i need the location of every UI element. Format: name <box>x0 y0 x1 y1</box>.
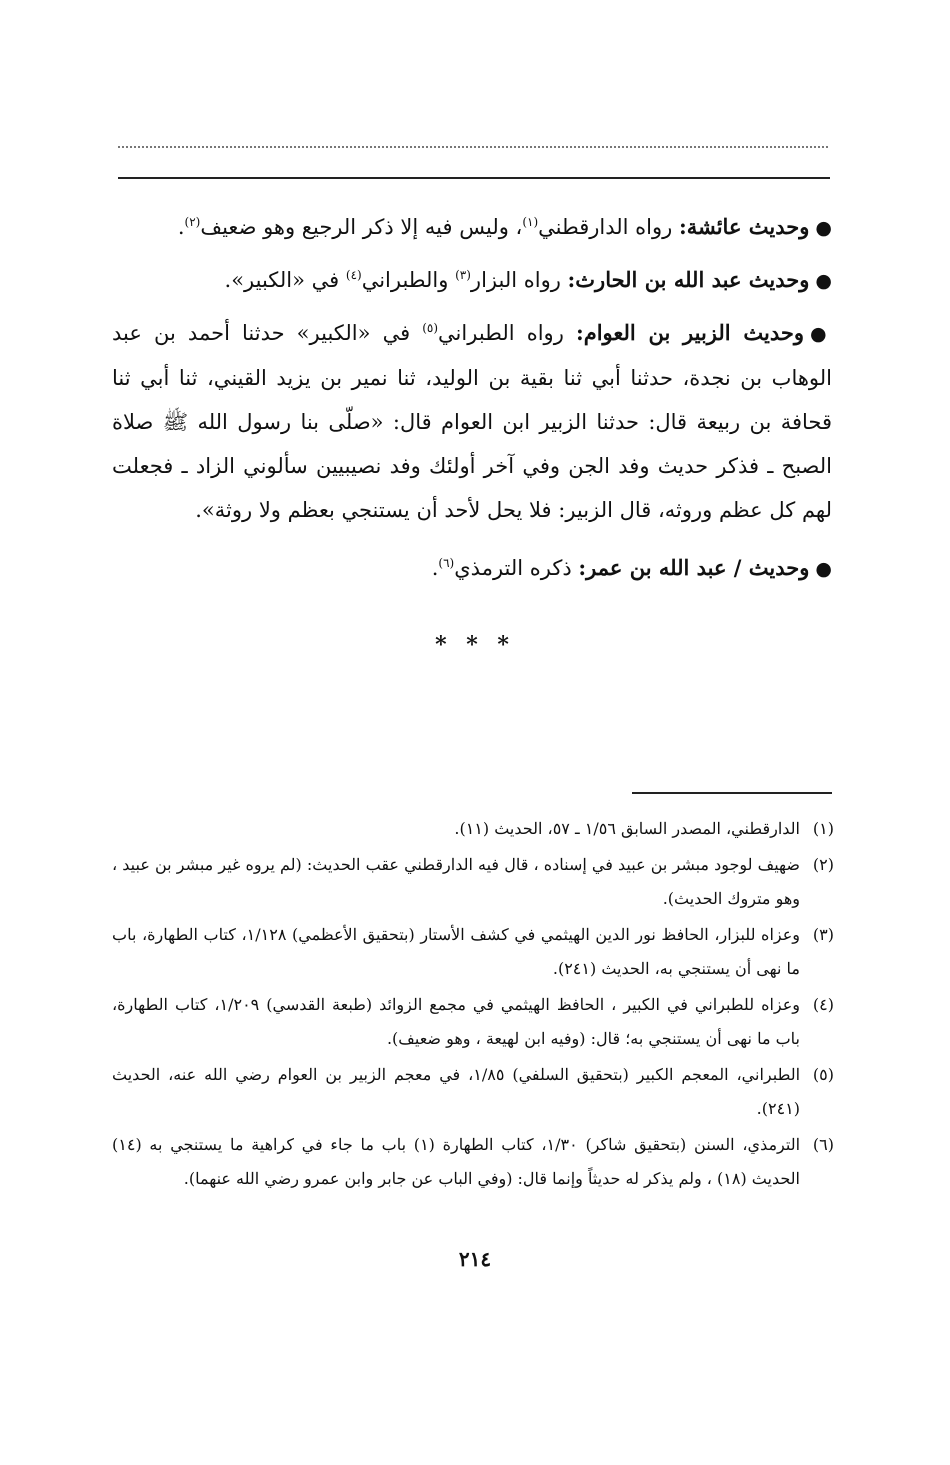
paragraph-text: في «الكبير». <box>224 268 346 292</box>
footnote-text: الترمذي، السنن (بتحقيق شاكر) ١/٣٠، كتاب الطهارة (١) باب ما جاء في كراهية ما يستنجي به (١٤) الحديث (١٨) ، ولم يذكر له حديثاً وإنما قال: (وفي الباب عن جابر وابن عمرو رضي الله عنهما). <box>112 1135 801 1188</box>
footnote-text: الطبراني، المعجم الكبير (بتحقيق السلفي) ١/٨٥، في معجم الزبير بن العوام رضي الله عنه، الحديث (٢٤١). <box>112 1065 801 1118</box>
bullet-icon: ● <box>815 217 832 239</box>
footnote-ref: (٥) <box>422 321 439 335</box>
header-rule <box>118 177 830 179</box>
footnote-text: ضهيف لوجود مبشر بن عبيد في إسناده ، قال فيه الدارقطني عقب الحديث: (لم يروه غير مبشر بن عبيد ، وهو متروك الحديث). <box>112 855 800 908</box>
paragraph-text: ذكره الترمذي <box>454 556 579 580</box>
footnote-item <box>112 1058 834 1126</box>
paragraph-lead: وحديث عائشة: <box>678 214 810 239</box>
footnote-item <box>112 988 834 1056</box>
paragraph-text: ، وليس فيه إلا ذكر الرجيع وهو ضعيف <box>200 215 523 239</box>
header-dotted-rule <box>118 146 828 148</box>
paragraph-text: . <box>177 215 185 239</box>
paragraph-aisha <box>112 205 832 250</box>
footnote-item <box>112 812 834 846</box>
paragraph-text: رواه البزار <box>470 268 568 292</box>
bullet-icon: ● <box>815 270 832 292</box>
footnote-ref: (٦) <box>438 556 455 570</box>
footnote-number: (٣) <box>812 925 834 944</box>
paragraph-lead: وحديث عبد الله بن الحارث: <box>567 267 810 292</box>
footnote-item <box>112 1128 834 1196</box>
footnote-ref: (٢) <box>184 215 201 229</box>
footnote-rule <box>632 792 832 794</box>
paragraph-text: والطبراني <box>361 268 456 292</box>
footnote-ref: (١) <box>522 215 539 229</box>
paragraph-text: رواه الطبراني <box>438 321 576 345</box>
paragraph-lead: وحديث الزبير بن العوام: <box>575 320 804 345</box>
page-number: ٢١٤ <box>458 1247 492 1271</box>
footnote-number: (٤) <box>812 995 834 1014</box>
paragraph-text: رواه الدارقطني <box>538 215 679 239</box>
footnotes <box>112 812 834 1198</box>
footnote-number: (٢) <box>812 855 834 874</box>
footnote-number: (١) <box>812 819 834 838</box>
paragraph-lead: وحديث / عبد الله بن عمر: <box>578 555 810 580</box>
footnote-number: (٦) <box>812 1135 834 1154</box>
footnote-item <box>112 848 834 916</box>
paragraph-text: في «الكبير» حدثنا أحمد بن عبد الوهاب بن نجدة، حدثنا أبي ثنا بقية بن الوليد، ثنا نمير بن يزيد القيني، ثنا أبي ثنا قحافة بن ربيعة قال: حدثنا الزبير ابن العوام قال: «صلّى بنا رسول الله ﷺ صلاة الصبح ـ فذكر حديث وفد الجن وفي آخر أولئك وفد نصيبيين سألوني الزاد ـ فجعلت لهم كل عظم وروثه، قال الزبير: فلا يحل لأحد أن يستنجي بعظم ولا روثة». <box>112 321 832 522</box>
paragraph-text: . <box>431 556 439 580</box>
paragraph-ibn-umar <box>112 546 832 591</box>
bullet-icon: ● <box>815 558 832 580</box>
footnote-text: الدارقطني، المصدر السابق ١/٥٦ ـ ٥٧، الحديث (١١). <box>454 819 800 838</box>
footnote-number: (٥) <box>812 1065 834 1084</box>
bullet-icon: ● <box>809 323 832 345</box>
footnote-ref: (٤) <box>345 268 362 282</box>
main-text <box>112 205 832 599</box>
paragraph-abdullah-harith <box>112 258 832 303</box>
footnote-item <box>112 918 834 986</box>
paragraph-zubair <box>112 311 832 532</box>
section-separator: * * * <box>435 632 515 658</box>
footnote-text: وعزاه للبزار، الحافظ نور الدين الهيثمي في كشف الأستار (بتحقيق الأعظمي) ١/١٢٨، كتاب الطهارة، باب ما نهى أن يستنجي به، الحديث (٢٤١). <box>112 925 800 978</box>
footnote-text: وعزاه للطبراني في الكبير ، الحافظ الهيثمي في مجمع الزوائد (طبعة القدسي) ١/٢٠٩، كتاب الطهارة، باب ما نهى أن يستنجي به؛ قال: (وفيه ابن لهيعة ، وهو ضعيف). <box>112 995 801 1048</box>
footnote-ref: (٣) <box>455 268 471 282</box>
